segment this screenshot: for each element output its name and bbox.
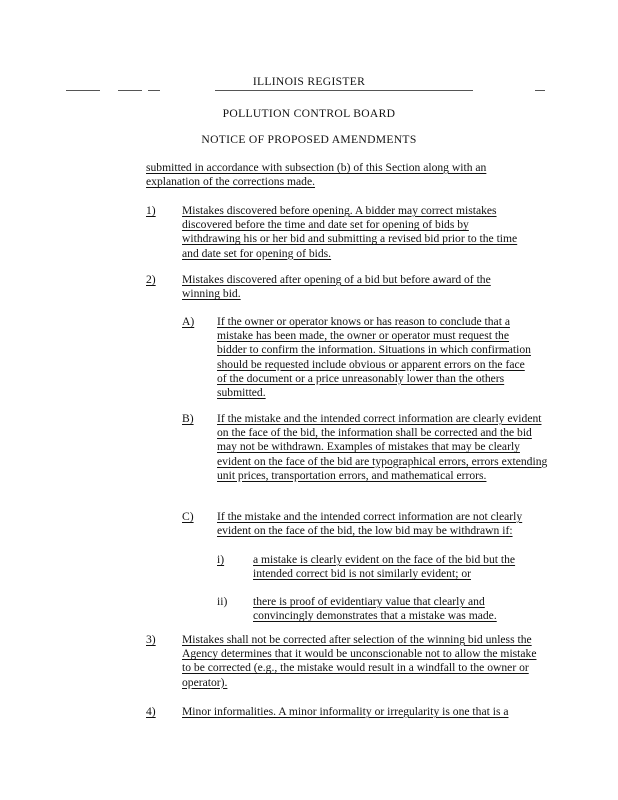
item-2b — [217, 412, 550, 483]
item-2a-text: If the owner or operator knows or has reason to conclude that a mistake has been made, the owner or operator must request the bidder to confirm the information. Situations in which confirmation should be requested include obvious or apparent errors on the face of the document or a price unreasonably lower than the others submitted. — [217, 315, 531, 400]
item-2c-ii-label: ii) — [217, 595, 228, 608]
item-2a-label: A) — [182, 315, 195, 328]
agency-title: POLLUTION CONTROL BOARD — [222, 107, 396, 120]
header-rule-main — [215, 90, 473, 91]
item-3-label: 3) — [146, 633, 156, 646]
header-rule-left — [66, 90, 100, 91]
item-2c-i-text: a mistake is clearly evident on the face of the bid but the intended correct bid is not similarly evident; or — [253, 553, 516, 581]
item-2-text: Mistakes discovered after opening of a bid but before award of the winning bid. — [182, 273, 491, 301]
item-2a — [217, 315, 533, 400]
item-2 — [182, 273, 522, 301]
header-rule-3 — [148, 90, 160, 91]
intro-paragraph — [146, 161, 516, 189]
item-2c-text: If the mistake and the intended correct information are not clearly evident on the face of the bid, the low bid may be withdrawn if: — [217, 510, 523, 538]
notice-title: NOTICE OF PROPOSED AMENDMENTS — [201, 133, 417, 146]
item-2-label: 2) — [146, 273, 156, 286]
item-3-text: Mistakes shall not be corrected after selection of the winning bid unless the Agency determines that it would be unconscionable not to allow the mistake to be corrected (e.g., the mistake would result in a windfall to the owner or operator). — [182, 633, 537, 689]
intro-text: submitted in accordance with subsection (b) of this Section along with an explanation of the corrections made. — [146, 161, 487, 189]
item-2c-i — [253, 553, 535, 581]
item-4 — [182, 705, 542, 719]
item-2c — [217, 510, 551, 538]
item-1-label: 1) — [146, 204, 156, 217]
item-2c-label: C) — [182, 510, 194, 523]
item-2c-i-label: i) — [217, 553, 225, 566]
header-rule-2 — [118, 90, 142, 91]
item-3 — [182, 633, 542, 690]
header-rule-right — [535, 90, 545, 91]
item-1 — [182, 204, 524, 261]
register-title: ILLINOIS REGISTER — [252, 75, 366, 88]
item-2b-text: If the mistake and the intended correct information are clearly evident on the face of the bid, the information shall be corrected and the bid may not be withdrawn. Examples of mistakes that may be clearly evident on the face of the bid are typographical errors, errors extending unit prices, transportation errors, and mathematical errors. — [217, 412, 548, 482]
item-2c-ii — [253, 595, 515, 623]
item-1-text: Mistakes discovered before opening. A bidder may correct mistakes discovered before the time and date set for opening of bids by withdrawing his or her bid and submitting a revised bid prior to the time and date set for opening of bids. — [182, 204, 518, 260]
item-2b-label: B) — [182, 412, 194, 425]
item-4-text: Minor informalities. A minor informality or irregularity is one that is a — [182, 705, 509, 718]
item-4-label: 4) — [146, 705, 156, 718]
item-2c-ii-text: there is proof of evidentiary value that clearly and convincingly demonstrates that a mistake was made. — [253, 595, 497, 623]
